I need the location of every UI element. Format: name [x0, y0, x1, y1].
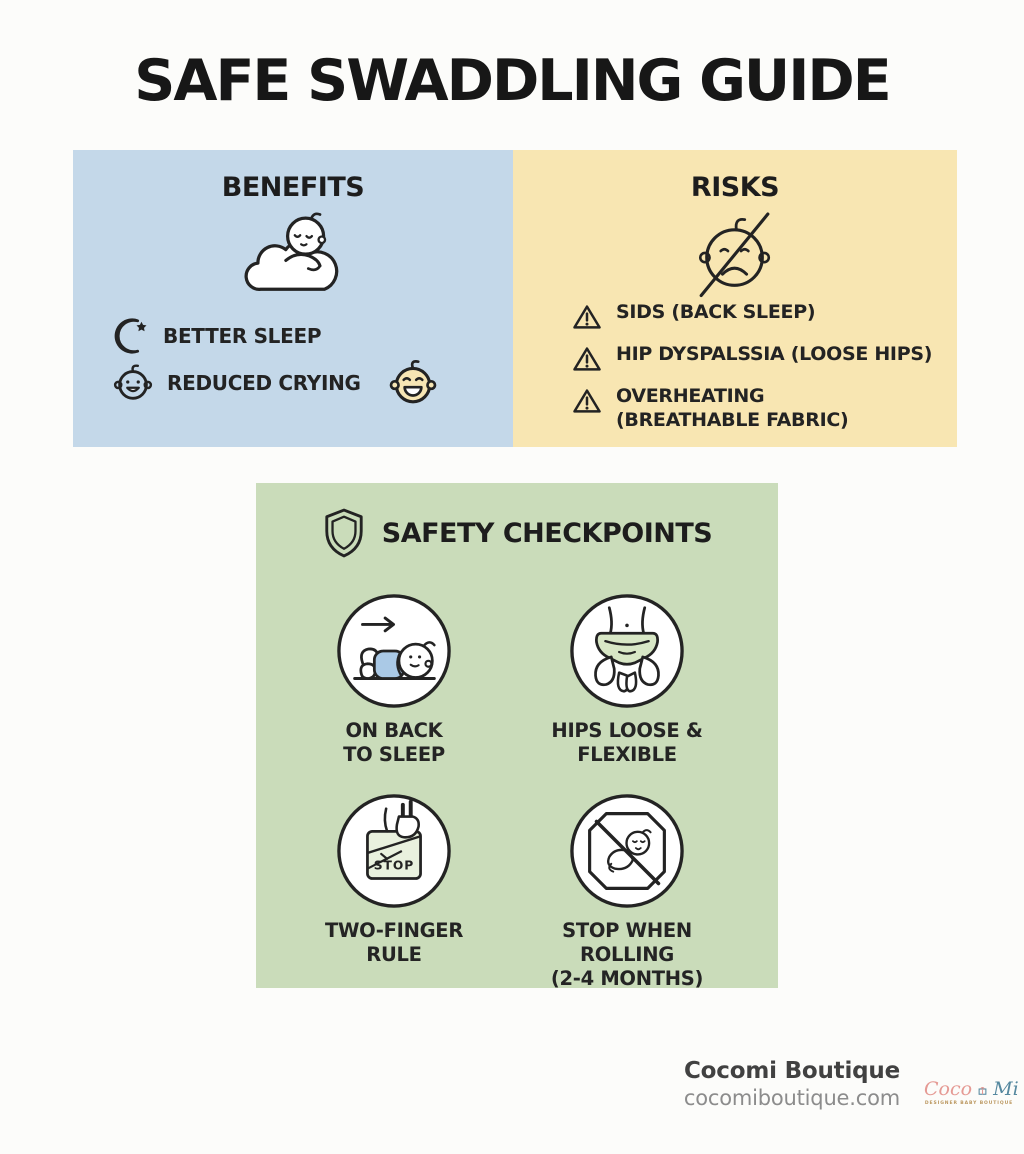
- checkpoint-label: [512, 919, 742, 991]
- checkpoint-label-line2: FLEXIBLE: [577, 742, 677, 766]
- shield-icon: [322, 507, 366, 559]
- warning-triangle-icon: [572, 303, 602, 331]
- warning-triangle-icon: [572, 345, 602, 373]
- risk-label-line1: OVERHEATING: [616, 385, 765, 407]
- risks-panel: [513, 150, 957, 447]
- logo-tagline: DESIGNER BABY BOUTIQUE: [924, 1101, 1014, 1106]
- cocomi-logo: [924, 1078, 1019, 1106]
- checkpoint-hips-loose: [512, 592, 742, 767]
- checkpoint-label: [279, 719, 509, 767]
- checkpoint-stop-rolling: [512, 792, 742, 991]
- loose-hips-icon: [568, 641, 686, 660]
- happy-baby-face-icon: [388, 358, 438, 408]
- safety-checkpoints-panel: [256, 483, 778, 988]
- baby-on-back-icon: [335, 641, 453, 660]
- risk-label: SIDS (BACK SLEEP): [616, 301, 816, 323]
- brand-website: cocomiboutique.com: [683, 1086, 900, 1110]
- checkpoint-label-line1: ON BACK: [345, 719, 443, 742]
- logo-text-coco: Coco: [924, 1078, 973, 1100]
- checkpoint-label-line2: TO SLEEP: [343, 742, 445, 766]
- benefits-title: BENEFITS: [221, 172, 365, 203]
- checkpoint-label-line2: (2-4 MONTHS): [550, 966, 704, 990]
- warning-triangle-icon: [572, 387, 602, 415]
- benefit-item-better-sleep: [112, 315, 438, 357]
- brand-name: Cocomi Boutique: [684, 1058, 900, 1084]
- gift-box-icon: [972, 1078, 993, 1100]
- benefit-label: BETTER SLEEP: [163, 324, 322, 348]
- benefits-panel: [73, 150, 513, 447]
- crossed-out-sad-baby-icon: [513, 202, 957, 302]
- checkpoint-on-back: [279, 592, 509, 767]
- risk-label: [616, 384, 848, 433]
- safety-header: [256, 507, 778, 559]
- two-finger-stop-icon: [335, 841, 453, 873]
- risk-item-sids: [572, 300, 932, 336]
- checkpoint-label: [512, 719, 742, 767]
- risk-label-line2: (BREATHABLE FABRIC): [616, 409, 849, 432]
- checkpoint-label-line1: TWO-FINGER: [324, 919, 464, 942]
- stop-text: STOP: [373, 858, 415, 873]
- checkpoint-two-finger: [279, 792, 509, 967]
- checkpoint-label: [279, 919, 509, 967]
- risk-label: HIP DYSPALSSIA (LOOSE HIPS): [616, 343, 933, 365]
- moon-star-icon: [112, 316, 150, 356]
- page-title: SAFE SWADDLING GUIDE: [134, 48, 890, 114]
- logo-text-mi: Mi: [993, 1078, 1019, 1100]
- no-rolling-octagon-icon: [568, 841, 686, 860]
- benefits-list: [112, 315, 438, 404]
- checkpoint-label-line2: RULE: [366, 942, 422, 966]
- footer-brand-block: [684, 1058, 900, 1110]
- risks-list: [572, 300, 932, 433]
- checkpoint-label-line1: HIPS LOOSE &: [551, 719, 703, 742]
- baby-sleeping-on-cloud-icon: [73, 208, 513, 294]
- checkpoint-label-line1: STOP WHEN ROLLING: [562, 919, 692, 966]
- benefit-item-reduced-crying: [112, 362, 438, 404]
- benefit-label: REDUCED CRYING: [167, 371, 361, 395]
- safety-title: SAFETY CHECKPOINTS: [381, 517, 713, 549]
- risks-title: RISKS: [690, 172, 780, 203]
- baby-face-icon: [112, 362, 154, 404]
- risk-item-hip-dysplasia: [572, 342, 932, 378]
- risk-item-overheating: [572, 384, 932, 433]
- cocomi-logo-script: [924, 1078, 1019, 1100]
